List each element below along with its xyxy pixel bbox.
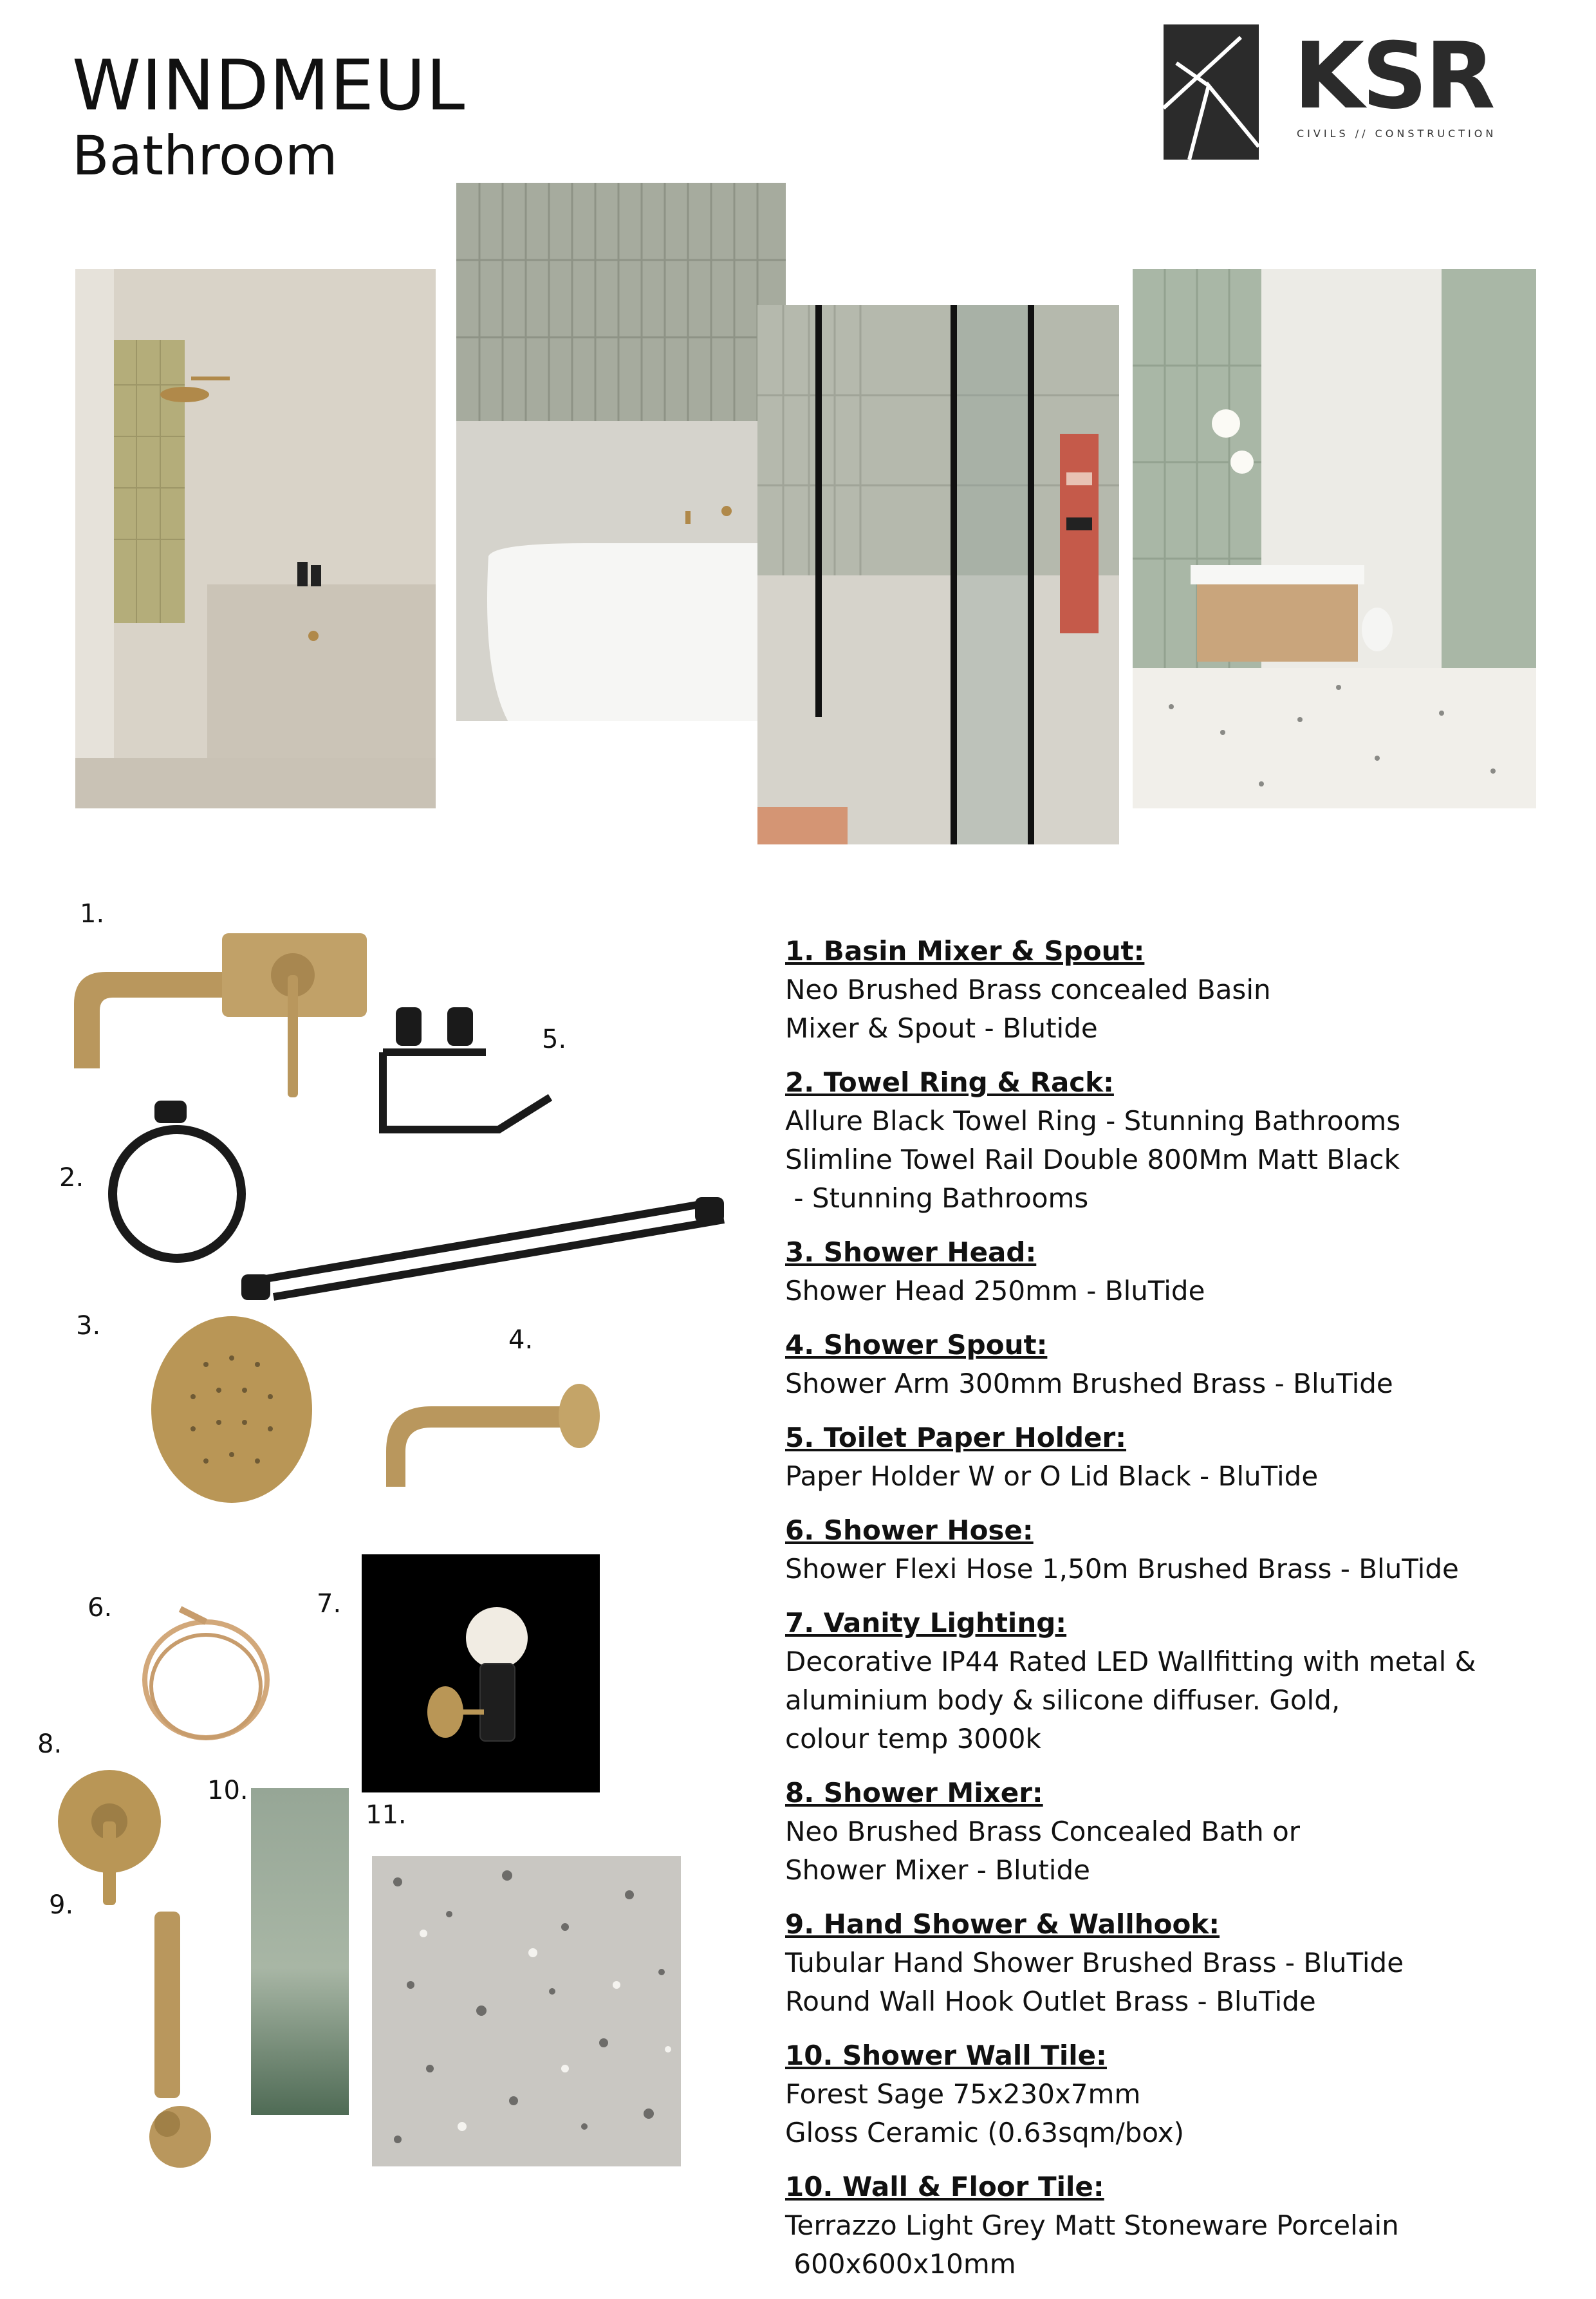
- spec-item: [785, 1905, 1545, 2021]
- spec-line: 600x600x10mm: [785, 2248, 1016, 2280]
- spec-line: Shower Mixer - Blutide: [785, 1854, 1090, 1886]
- spec-item: [785, 1063, 1545, 1218]
- spec-heading: 3. Shower Head:: [785, 1236, 1037, 1268]
- spec-item: [785, 1604, 1545, 1758]
- spec-line: Decorative IP44 Rated LED Wallfitting with metal &: [785, 1646, 1476, 1677]
- page-title: WINDMEUL: [72, 46, 466, 126]
- spec-line: Forest Sage 75x230x7mm: [785, 2078, 1141, 2110]
- sage-tile-swatch: [251, 1788, 349, 2115]
- towel-ring-image: [97, 1097, 257, 1271]
- logo-tagline: CIVILS // CONSTRUCTION: [1297, 127, 1497, 140]
- spec-line: Paper Holder W or O Lid Black - BluTide: [785, 1460, 1319, 1492]
- product-number-10: 10.: [207, 1776, 248, 1805]
- spec-heading: 10. Shower Wall Tile:: [785, 2040, 1107, 2071]
- spec-line: Shower Flexi Hose 1,50m Brushed Brass - BluTide: [785, 1553, 1459, 1585]
- spec-line: Slimline Towel Rail Double 800Mm Matt Black: [785, 1144, 1400, 1175]
- spec-item: [785, 1774, 1545, 1890]
- shower-mixer-image: [45, 1757, 174, 1918]
- spec-line: Neo Brushed Brass concealed Basin: [785, 974, 1271, 1005]
- bathroom-photo-shower-niche: [75, 269, 436, 808]
- spec-item: [785, 1326, 1545, 1403]
- vanity-light-image: [362, 1554, 600, 1792]
- spec-item: [785, 1233, 1545, 1310]
- basin-mixer-image: [61, 927, 370, 1101]
- product-number-7: 7.: [317, 1589, 342, 1619]
- spec-list: [785, 932, 1545, 2299]
- spec-item: [785, 1419, 1545, 1496]
- spec-line: colour temp 3000k: [785, 1723, 1041, 1754]
- product-number-9: 9.: [49, 1890, 74, 1920]
- spec-item: [785, 2036, 1545, 2152]
- spec-heading: 2. Towel Ring & Rack:: [785, 1066, 1114, 1098]
- product-number-4: 4.: [508, 1325, 534, 1355]
- spec-heading: 6. Shower Hose:: [785, 1514, 1034, 1546]
- logo-mark: [1164, 24, 1259, 160]
- spec-line: Shower Head 250mm - BluTide: [785, 1275, 1205, 1307]
- spec-line: Terrazzo Light Grey Matt Stoneware Porcelain: [785, 2210, 1399, 2241]
- product-number-6: 6.: [88, 1593, 113, 1623]
- bathroom-photo-bathtub: [456, 183, 786, 721]
- page-subtitle: Bathroom: [72, 124, 338, 187]
- shower-arm-image: [373, 1371, 605, 1500]
- shower-head-image: [142, 1313, 322, 1506]
- towel-rail-image: [235, 1184, 730, 1313]
- product-number-1: 1.: [80, 899, 105, 929]
- product-number-5: 5.: [542, 1025, 567, 1054]
- toilet-paper-holder-image: [370, 1001, 557, 1149]
- spec-line: Allure Black Towel Ring - Stunning Bathrooms: [785, 1105, 1401, 1137]
- spec-heading: 7. Vanity Lighting:: [785, 1607, 1067, 1639]
- bathroom-photo-vanity: [1133, 269, 1536, 808]
- product-number-11: 11.: [366, 1800, 407, 1830]
- spec-heading: 1. Basin Mixer & Spout:: [785, 935, 1145, 967]
- spec-heading: 8. Shower Mixer:: [785, 1777, 1043, 1809]
- logo-wordmark: KSR: [1294, 23, 1493, 129]
- terrazzo-tile-swatch: [372, 1856, 681, 2166]
- spec-line: Round Wall Hook Outlet Brass - BluTide: [785, 1986, 1316, 2017]
- spec-heading: 5. Toilet Paper Holder:: [785, 1422, 1127, 1453]
- spec-item: [785, 2168, 1545, 2284]
- spec-line: aluminium body & silicone diffuser. Gold,: [785, 1684, 1341, 1716]
- spec-item: [785, 1511, 1545, 1588]
- spec-line: Neo Brushed Brass Concealed Bath or: [785, 1816, 1301, 1847]
- shower-hose-image: [129, 1596, 283, 1757]
- spec-heading: 4. Shower Spout:: [785, 1329, 1048, 1361]
- product-number-8: 8.: [37, 1729, 62, 1759]
- product-number-2: 2.: [59, 1163, 84, 1193]
- hand-shower-image: [103, 1905, 232, 2175]
- spec-line: Gloss Ceramic (0.63sqm/box): [785, 2117, 1185, 2148]
- spec-heading: 9. Hand Shower & Wallhook:: [785, 1908, 1220, 1940]
- spec-line: - Stunning Bathrooms: [785, 1182, 1089, 1214]
- spec-line: Shower Arm 300mm Brushed Brass - BluTide: [785, 1368, 1393, 1399]
- product-number-3: 3.: [76, 1311, 101, 1341]
- bathroom-photo-glass-shower: [757, 305, 1119, 844]
- spec-item: [785, 932, 1545, 1048]
- spec-heading: 10. Wall & Floor Tile:: [785, 2171, 1104, 2202]
- spec-line: Mixer & Spout - Blutide: [785, 1012, 1098, 1044]
- spec-line: Tubular Hand Shower Brushed Brass - BluTide: [785, 1947, 1404, 1978]
